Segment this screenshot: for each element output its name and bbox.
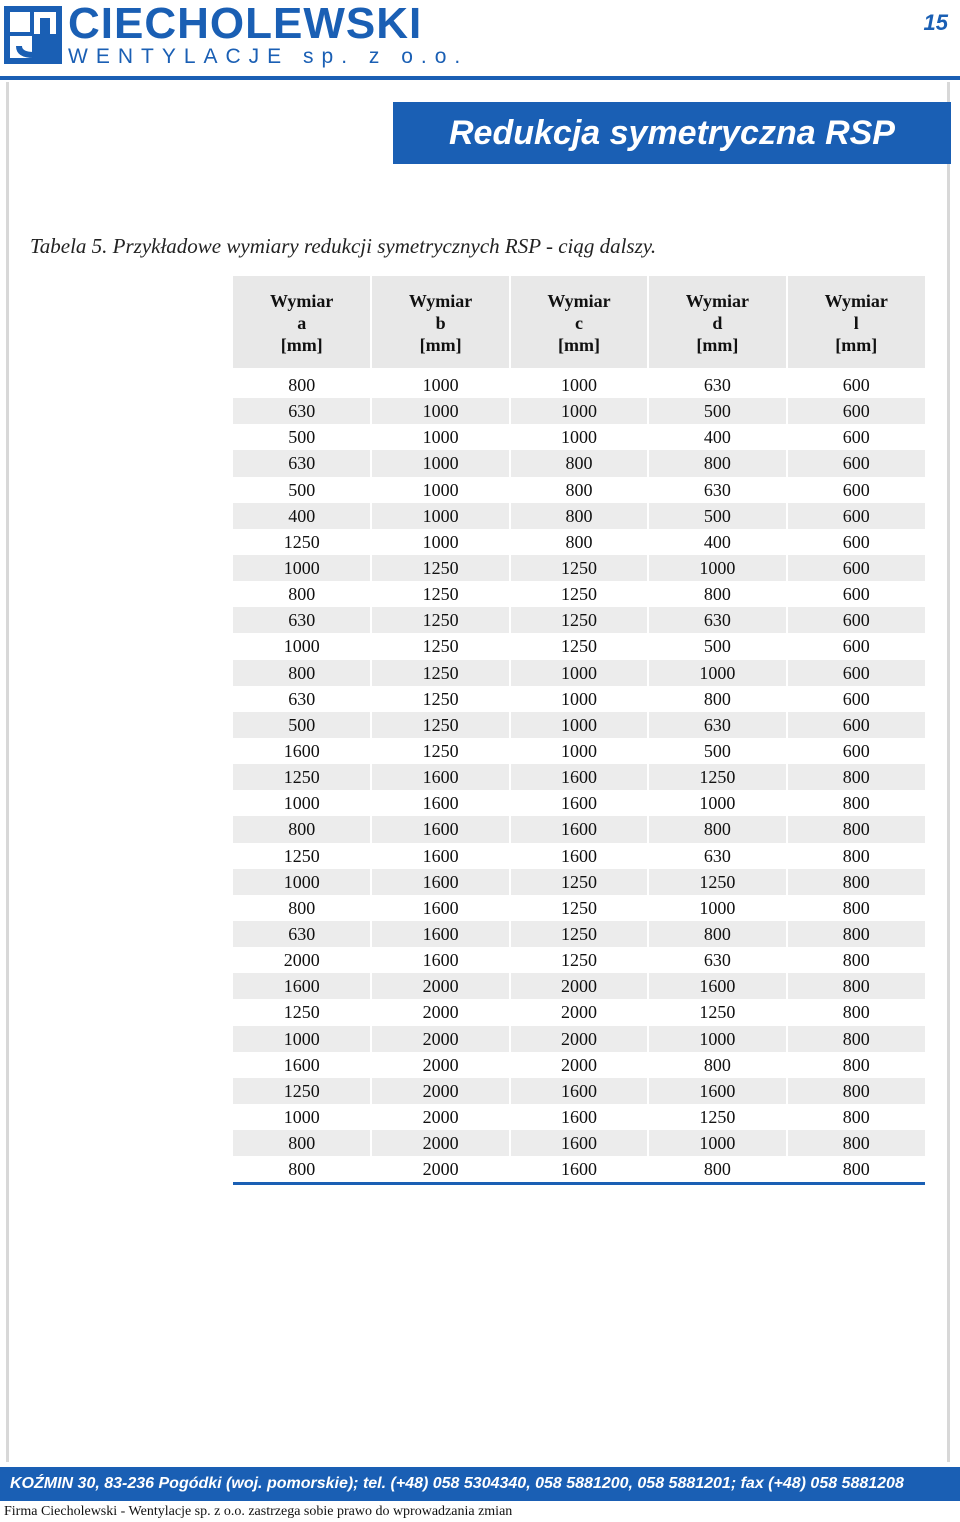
table-cell: 800 — [787, 1104, 925, 1130]
table-cell: 500 — [648, 633, 786, 659]
table-caption: Tabela 5. Przykładowe wymiary redukcji symetrycznych RSP - ciąg dalszy. — [30, 234, 657, 258]
table-row — [233, 764, 925, 790]
page-title: Redukcja symetryczna RSP — [449, 114, 895, 152]
table-cell: 600 — [787, 633, 925, 659]
table-cell: 800 — [288, 584, 316, 605]
table-cell: 800 — [233, 816, 371, 842]
table-cell: 600 — [787, 450, 925, 476]
table-cell: 1000 — [648, 660, 786, 686]
table-cell: 630 — [233, 398, 371, 424]
table-cell: 800 — [288, 897, 316, 918]
table-cell: 1600 — [510, 1078, 648, 1104]
table-cell: 600 — [787, 370, 925, 398]
table-cell: 1250 — [510, 555, 648, 581]
table-cell: 1000 — [371, 398, 509, 424]
table-cell: 500 — [233, 712, 371, 738]
table-cell: 400 — [648, 529, 786, 555]
table-row — [233, 370, 925, 398]
table-cell: 800 — [787, 764, 925, 790]
table-row — [233, 947, 925, 973]
table-cell: 500 — [648, 398, 786, 424]
table-cell: 1250 — [648, 869, 786, 895]
table-cell: 800 — [648, 816, 786, 842]
table-cell: 800 — [787, 1052, 925, 1078]
table-cell: 1000 — [510, 398, 648, 424]
table-cell: 1250 — [371, 633, 509, 659]
column-header-line: a — [297, 313, 307, 333]
table-cell: 1600 — [233, 973, 371, 999]
table-cell: 800 — [648, 1052, 786, 1078]
table-cell: 1600 — [510, 816, 648, 842]
table-cell: 1600 — [371, 869, 509, 895]
table-row — [233, 686, 925, 712]
table-cell: 1600 — [371, 947, 509, 973]
table-cell: 600 — [787, 477, 925, 503]
company-logo-icon — [4, 6, 62, 64]
table-cell: 800 — [648, 686, 786, 712]
table-cell: 600 — [787, 398, 925, 424]
table-cell: 800 — [648, 450, 786, 476]
table-row — [233, 555, 925, 581]
header-divider — [0, 76, 960, 80]
table-cell: 600 — [787, 424, 925, 450]
table-cell: 1250 — [371, 555, 509, 581]
table-row — [233, 1078, 925, 1104]
table-cell: 1600 — [371, 790, 509, 816]
table-cell: 1600 — [648, 1078, 786, 1104]
column-header-line: Wymiar — [824, 291, 888, 311]
column-header-line: [mm] — [835, 335, 878, 355]
table-cell: 2000 — [371, 973, 509, 999]
table-row — [233, 790, 925, 816]
table-cell: 1250 — [510, 947, 648, 973]
column-header-line: [mm] — [280, 335, 323, 355]
table-cell: 1000 — [283, 636, 320, 657]
table-cell: 1250 — [648, 1104, 786, 1130]
dimensions-table — [233, 276, 925, 1185]
table-cell: 800 — [510, 477, 648, 503]
table-row — [233, 607, 925, 633]
table-cell: 1250 — [510, 581, 648, 607]
table-cell: 1000 — [371, 450, 509, 476]
table-cell: 1250 — [648, 764, 786, 790]
table-cell: 2000 — [371, 1026, 509, 1052]
brand-name: CIECHOLEWSKI — [68, 0, 423, 48]
table-cell: 500 — [288, 479, 316, 500]
table-cell: 1600 — [510, 843, 648, 869]
table-cell: 1250 — [283, 845, 320, 866]
table-cell: 1000 — [510, 370, 648, 398]
footer-contact: KOŹMIN 30, 83-236 Pogódki (woj. pomorskie); tel. (+48) 058 5304340, 058 5881200, 058 5881201; fax (+48) 058 5881208 — [10, 1475, 904, 1492]
table-cell: 1600 — [371, 816, 509, 842]
table-cell: 1000 — [233, 555, 371, 581]
column-header-line: l — [853, 313, 859, 333]
table-cell: 630 — [648, 607, 786, 633]
table-cell: 500 — [648, 503, 786, 529]
header — [0, 0, 960, 72]
table-cell: 630 — [233, 607, 371, 633]
table-cell: 400 — [233, 503, 371, 529]
table-cell: 800 — [787, 973, 925, 999]
column-header-line: [mm] — [419, 335, 462, 355]
table-cell: 1000 — [371, 503, 509, 529]
table-cell: 1000 — [510, 712, 648, 738]
table-cell: 800 — [233, 1130, 371, 1156]
table-row — [233, 477, 925, 503]
column-header — [371, 276, 509, 370]
table-cell: 800 — [787, 869, 925, 895]
table-cell: 2000 — [371, 1130, 509, 1156]
table-cell: 1000 — [233, 869, 371, 895]
table-row — [233, 529, 925, 555]
table-cell: 1600 — [283, 1054, 320, 1075]
table-cell: 800 — [510, 529, 648, 555]
footer-bar — [0, 1467, 960, 1501]
table-cell: 1250 — [233, 1078, 371, 1104]
table-cell: 630 — [648, 370, 786, 398]
table-row — [233, 1130, 925, 1156]
table-cell: 1000 — [371, 477, 509, 503]
table-cell: 800 — [510, 503, 648, 529]
table-cell: 2000 — [510, 1052, 648, 1078]
table-cell: 800 — [787, 947, 925, 973]
table-row — [233, 1052, 925, 1078]
table-cell: 800 — [787, 1026, 925, 1052]
table-cell: 1600 — [510, 790, 648, 816]
table-cell: 630 — [648, 477, 786, 503]
table-cell: 630 — [288, 688, 316, 709]
page-number: 15 — [923, 10, 948, 35]
table-cell: 800 — [787, 1156, 925, 1184]
table-cell: 1000 — [283, 793, 320, 814]
table-cell: 600 — [787, 686, 925, 712]
table-cell: 2000 — [510, 999, 648, 1025]
table-cell: 1250 — [510, 869, 648, 895]
table-cell: 1600 — [371, 843, 509, 869]
table-cell: 2000 — [371, 1078, 509, 1104]
column-header-line: d — [712, 313, 723, 333]
table-row — [233, 921, 925, 947]
table-cell: 1600 — [510, 764, 648, 790]
column-header-line: Wymiar — [685, 291, 750, 311]
title-banner — [393, 102, 951, 164]
table-cell: 500 — [288, 427, 316, 448]
table-cell: 600 — [787, 712, 925, 738]
table-row — [233, 1026, 925, 1052]
table-cell: 800 — [787, 843, 925, 869]
table-row — [233, 1104, 925, 1130]
table-row — [233, 581, 925, 607]
table-cell: 1250 — [510, 633, 648, 659]
table-cell: 2000 — [371, 1156, 509, 1184]
table-cell: 800 — [648, 921, 786, 947]
table-cell: 630 — [233, 450, 371, 476]
table-cell: 600 — [787, 607, 925, 633]
table-cell: 2000 — [283, 950, 320, 971]
table-row — [233, 738, 925, 764]
table-header-row — [233, 276, 925, 370]
table-cell: 1000 — [371, 370, 509, 398]
dimensions-table-wrapper — [233, 276, 925, 1185]
table-cell: 1250 — [510, 607, 648, 633]
table-cell: 630 — [648, 712, 786, 738]
table-cell: 1250 — [283, 531, 320, 552]
table-row — [233, 660, 925, 686]
table-cell: 600 — [787, 581, 925, 607]
table-cell: 1000 — [648, 895, 786, 921]
table-cell: 1000 — [233, 1026, 371, 1052]
table-cell: 1000 — [371, 529, 509, 555]
table-cell: 800 — [787, 790, 925, 816]
table-cell: 1250 — [371, 738, 509, 764]
table-cell: 1000 — [510, 738, 648, 764]
table-cell: 1600 — [283, 741, 320, 762]
table-cell: 1600 — [371, 895, 509, 921]
table-row — [233, 503, 925, 529]
table-cell: 1250 — [371, 660, 509, 686]
table-cell: 630 — [648, 947, 786, 973]
table-cell: 1000 — [648, 1026, 786, 1052]
table-body — [233, 370, 925, 1184]
table-row — [233, 398, 925, 424]
table-cell: 1250 — [233, 764, 371, 790]
table-cell: 600 — [787, 555, 925, 581]
table-cell: 800 — [648, 581, 786, 607]
table-cell: 2000 — [371, 1052, 509, 1078]
table-cell: 1600 — [648, 973, 786, 999]
table-row — [233, 843, 925, 869]
table-cell: 800 — [787, 999, 925, 1025]
table-cell: 800 — [648, 1156, 786, 1184]
table-cell: 800 — [787, 816, 925, 842]
table-cell: 1600 — [510, 1104, 648, 1130]
table-cell: 800 — [233, 1156, 371, 1184]
table-cell: 800 — [510, 450, 648, 476]
table-cell: 2000 — [510, 973, 648, 999]
table-row — [233, 816, 925, 842]
column-header — [787, 276, 925, 370]
table-cell: 600 — [787, 738, 925, 764]
table-row — [233, 973, 925, 999]
table-row — [233, 424, 925, 450]
table-row — [233, 712, 925, 738]
table-cell: 2000 — [371, 999, 509, 1025]
table-cell: 1000 — [648, 790, 786, 816]
table-cell: 1000 — [510, 660, 648, 686]
table-cell: 800 — [233, 660, 371, 686]
table-cell: 800 — [787, 1130, 925, 1156]
table-cell: 500 — [648, 738, 786, 764]
table-cell: 600 — [787, 660, 925, 686]
column-header-line: Wymiar — [547, 291, 611, 311]
table-row — [233, 869, 925, 895]
column-header-line: b — [435, 313, 446, 333]
table-cell: 1000 — [283, 1107, 320, 1127]
table-cell: 1000 — [648, 1130, 786, 1156]
column-header-line: Wymiar — [408, 291, 473, 311]
table-cell: 1000 — [371, 424, 509, 450]
table-cell: 600 — [787, 503, 925, 529]
table-cell: 800 — [787, 1078, 925, 1104]
table-row — [233, 450, 925, 476]
brand-subtitle: WENTYLACJE sp. z o.o. — [68, 45, 469, 68]
table-cell: 1250 — [371, 607, 509, 633]
table-cell: 1250 — [371, 581, 509, 607]
column-header-line: c — [574, 313, 583, 333]
table-cell: 1600 — [510, 1130, 648, 1156]
table-cell: 1000 — [510, 424, 648, 450]
table-cell: 1000 — [510, 686, 648, 712]
table-cell: 1600 — [371, 921, 509, 947]
table-cell: 800 — [787, 921, 925, 947]
table-cell: 800 — [787, 895, 925, 921]
column-header — [648, 276, 786, 370]
table-cell: 800 — [288, 375, 316, 396]
column-header-line: Wymiar — [270, 291, 334, 311]
table-cell: 2000 — [371, 1104, 509, 1130]
table-cell: 1250 — [371, 712, 509, 738]
table-cell: 2000 — [510, 1026, 648, 1052]
table-cell: 630 — [233, 921, 371, 947]
table-cell: 1600 — [510, 1156, 648, 1184]
table-cell: 1250 — [371, 686, 509, 712]
table-row — [233, 999, 925, 1025]
column-header-line: [mm] — [557, 335, 600, 355]
table-row — [233, 895, 925, 921]
table-row — [233, 1156, 925, 1184]
table-cell: 1250 — [283, 1002, 320, 1023]
column-header — [510, 276, 648, 370]
table-cell: 400 — [648, 424, 786, 450]
table-cell: 1600 — [371, 764, 509, 790]
footer-note: Firma Ciecholewski - Wentylacje sp. z o.o. zastrzega sobie prawo do wprowadzania zmian — [4, 1504, 513, 1519]
column-header — [233, 276, 371, 370]
table-cell: 1000 — [648, 555, 786, 581]
table-row — [233, 633, 925, 659]
table-cell: 1250 — [648, 999, 786, 1025]
column-header-line: [mm] — [696, 335, 739, 355]
table-cell: 600 — [787, 529, 925, 555]
table-cell: 1250 — [510, 921, 648, 947]
table-cell: 630 — [648, 843, 786, 869]
table-cell: 1250 — [510, 895, 648, 921]
